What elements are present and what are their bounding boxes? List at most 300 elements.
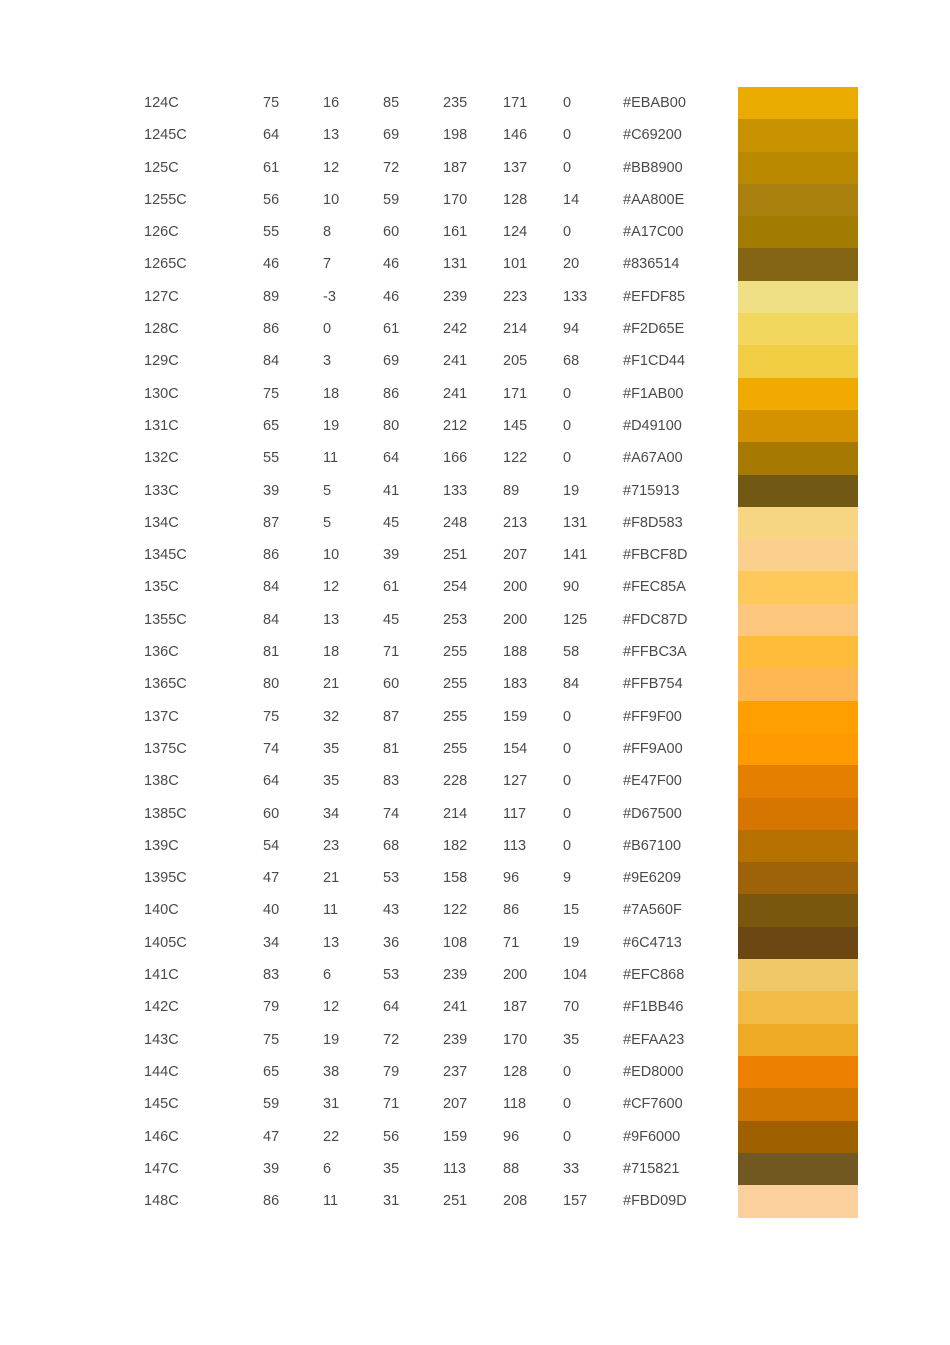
table-row xyxy=(0,733,950,765)
color-table xyxy=(0,87,950,1217)
rgb-g-cell: 223 xyxy=(503,288,528,305)
rgb-r-cell: 237 xyxy=(443,1063,468,1080)
lab-a-cell: 12 xyxy=(323,579,340,596)
hex-value-cell: #FFB754 xyxy=(623,676,683,693)
lab-a-cell: 12 xyxy=(323,999,340,1016)
hex-value-cell: #F1AB00 xyxy=(623,385,684,402)
rgb-g-cell: 71 xyxy=(503,934,520,951)
rgb-r-cell: 253 xyxy=(443,611,468,628)
table-row xyxy=(0,1185,950,1217)
color-code-cell: 132C xyxy=(144,450,179,467)
lab-l-cell: 75 xyxy=(263,708,280,725)
color-swatch xyxy=(738,216,858,249)
rgb-r-cell: 239 xyxy=(443,967,468,984)
lab-l-cell: 40 xyxy=(263,902,280,919)
rgb-b-cell: 133 xyxy=(563,288,588,305)
rgb-r-cell: 122 xyxy=(443,902,468,919)
color-swatch xyxy=(738,733,858,766)
color-swatch xyxy=(738,475,858,508)
rgb-b-cell: 70 xyxy=(563,999,580,1016)
color-swatch xyxy=(738,636,858,669)
lab-a-cell: 21 xyxy=(323,676,340,693)
rgb-b-cell: 141 xyxy=(563,547,588,564)
color-swatch xyxy=(738,927,858,960)
table-row xyxy=(0,668,950,700)
table-row xyxy=(0,1088,950,1120)
lab-l-cell: 86 xyxy=(263,321,280,338)
color-swatch xyxy=(738,345,858,378)
hex-value-cell: #B67100 xyxy=(623,837,682,854)
lab-a-cell: 35 xyxy=(323,740,340,757)
color-swatch xyxy=(738,1153,858,1186)
table-row xyxy=(0,830,950,862)
rgb-g-cell: 188 xyxy=(503,644,528,661)
color-code-cell: 141C xyxy=(144,967,179,984)
rgb-r-cell: 255 xyxy=(443,644,468,661)
rgb-r-cell: 133 xyxy=(443,482,468,499)
lab-b-cell: 59 xyxy=(383,191,400,208)
rgb-g-cell: 128 xyxy=(503,191,528,208)
rgb-r-cell: 242 xyxy=(443,321,468,338)
color-swatch xyxy=(738,119,858,152)
color-code-cell: 139C xyxy=(144,837,179,854)
color-code-cell: 1375C xyxy=(144,740,187,757)
rgb-b-cell: 131 xyxy=(563,514,588,531)
lab-b-cell: 85 xyxy=(383,95,400,111)
table-row xyxy=(0,604,950,636)
lab-b-cell: 74 xyxy=(383,805,400,822)
lab-a-cell: 38 xyxy=(323,1063,340,1080)
rgb-b-cell: 0 xyxy=(563,127,572,144)
rgb-b-cell: 0 xyxy=(563,450,572,467)
lab-l-cell: 55 xyxy=(263,450,280,467)
rgb-g-cell: 96 xyxy=(503,1128,520,1145)
color-code-cell: 124C xyxy=(144,95,179,111)
lab-b-cell: 60 xyxy=(383,224,400,241)
color-swatch xyxy=(738,668,858,701)
rgb-b-cell: 19 xyxy=(563,934,580,951)
table-row xyxy=(0,507,950,539)
lab-b-cell: 56 xyxy=(383,1128,400,1145)
color-code-cell: 1355C xyxy=(144,611,187,628)
lab-l-cell: 65 xyxy=(263,417,280,434)
lab-a-cell: 10 xyxy=(323,547,340,564)
lab-a-cell: -3 xyxy=(323,288,336,305)
rgb-b-cell: 0 xyxy=(563,837,572,854)
color-code-cell: 134C xyxy=(144,514,179,531)
lab-b-cell: 72 xyxy=(383,1031,400,1048)
hex-value-cell: #F2D65E xyxy=(623,321,685,338)
table-row xyxy=(0,378,950,410)
lab-l-cell: 84 xyxy=(263,353,280,370)
rgb-r-cell: 239 xyxy=(443,288,468,305)
color-swatch xyxy=(738,571,858,604)
hex-value-cell: #7A560F xyxy=(623,902,682,919)
color-swatch xyxy=(738,959,858,992)
lab-l-cell: 60 xyxy=(263,805,280,822)
rgb-g-cell: 145 xyxy=(503,417,528,434)
rgb-b-cell: 35 xyxy=(563,1031,580,1048)
lab-b-cell: 64 xyxy=(383,999,400,1016)
lab-b-cell: 83 xyxy=(383,773,400,790)
color-code-cell: 131C xyxy=(144,417,179,434)
color-swatch xyxy=(738,313,858,346)
table-row xyxy=(0,410,950,442)
color-swatch xyxy=(738,862,858,895)
rgb-b-cell: 68 xyxy=(563,353,580,370)
rgb-r-cell: 214 xyxy=(443,805,468,822)
table-row xyxy=(0,636,950,668)
color-swatch xyxy=(738,701,858,734)
rgb-g-cell: 214 xyxy=(503,321,528,338)
lab-a-cell: 5 xyxy=(323,514,332,531)
rgb-b-cell: 15 xyxy=(563,902,580,919)
hex-value-cell: #EFAA23 xyxy=(623,1031,685,1048)
rgb-g-cell: 127 xyxy=(503,773,528,790)
color-swatch xyxy=(738,604,858,637)
lab-a-cell: 32 xyxy=(323,708,340,725)
lab-l-cell: 89 xyxy=(263,288,280,305)
rgb-r-cell: 187 xyxy=(443,159,468,176)
rgb-b-cell: 0 xyxy=(563,224,572,241)
lab-b-cell: 81 xyxy=(383,740,400,757)
table-row xyxy=(0,1024,950,1056)
rgb-r-cell: 251 xyxy=(443,547,468,564)
table-row xyxy=(0,475,950,507)
lab-b-cell: 64 xyxy=(383,450,400,467)
rgb-r-cell: 228 xyxy=(443,773,468,790)
lab-l-cell: 54 xyxy=(263,837,280,854)
rgb-g-cell: 118 xyxy=(503,1096,527,1113)
hex-value-cell: #AA800E xyxy=(623,191,685,208)
rgb-g-cell: 122 xyxy=(503,450,528,467)
color-code-cell: 125C xyxy=(144,159,179,176)
rgb-g-cell: 187 xyxy=(503,999,528,1016)
lab-a-cell: 34 xyxy=(323,805,340,822)
lab-a-cell: 31 xyxy=(323,1096,340,1113)
hex-value-cell: #A67A00 xyxy=(623,450,683,467)
rgb-b-cell: 0 xyxy=(563,805,572,822)
color-swatch xyxy=(738,539,858,572)
rgb-b-cell: 90 xyxy=(563,579,580,596)
lab-l-cell: 34 xyxy=(263,934,280,951)
hex-value-cell: #A17C00 xyxy=(623,224,684,241)
table-row xyxy=(0,539,950,571)
table-row xyxy=(0,798,950,830)
color-swatch xyxy=(738,765,858,798)
hex-value-cell: #D67500 xyxy=(623,805,682,822)
lab-b-cell: 68 xyxy=(383,837,400,854)
rgb-g-cell: 101 xyxy=(503,256,528,273)
color-code-cell: 138C xyxy=(144,773,179,790)
rgb-g-cell: 117 xyxy=(503,805,527,822)
lab-a-cell: 21 xyxy=(323,870,340,887)
rgb-b-cell: 0 xyxy=(563,417,572,434)
lab-b-cell: 46 xyxy=(383,256,400,273)
lab-b-cell: 71 xyxy=(383,1096,400,1113)
lab-a-cell: 0 xyxy=(323,321,332,338)
color-swatch xyxy=(738,281,858,314)
hex-value-cell: #CF7600 xyxy=(623,1096,683,1113)
lab-a-cell: 10 xyxy=(323,191,340,208)
rgb-r-cell: 166 xyxy=(443,450,468,467)
hex-value-cell: #EBAB00 xyxy=(623,95,686,111)
lab-b-cell: 80 xyxy=(383,417,400,434)
rgb-g-cell: 170 xyxy=(503,1031,528,1048)
lab-l-cell: 75 xyxy=(263,385,280,402)
color-swatch xyxy=(738,798,858,831)
hex-value-cell: #FDC87D xyxy=(623,611,688,628)
table-row xyxy=(0,345,950,377)
lab-l-cell: 59 xyxy=(263,1096,280,1113)
rgb-b-cell: 0 xyxy=(563,385,572,402)
lab-b-cell: 53 xyxy=(383,870,400,887)
hex-value-cell: #EFC868 xyxy=(623,967,685,984)
rgb-r-cell: 113 xyxy=(443,1160,467,1177)
rgb-g-cell: 113 xyxy=(503,837,527,854)
table-row xyxy=(0,152,950,184)
color-swatch xyxy=(738,507,858,540)
color-code-cell: 128C xyxy=(144,321,179,338)
lab-a-cell: 6 xyxy=(323,1160,332,1177)
color-code-cell: 133C xyxy=(144,482,179,499)
lab-a-cell: 18 xyxy=(323,644,340,661)
rgb-g-cell: 96 xyxy=(503,870,520,887)
rgb-r-cell: 248 xyxy=(443,514,468,531)
rgb-b-cell: 14 xyxy=(563,191,580,208)
color-swatch xyxy=(738,87,858,120)
color-code-cell: 140C xyxy=(144,902,179,919)
rgb-g-cell: 200 xyxy=(503,579,528,596)
rgb-b-cell: 9 xyxy=(563,870,572,887)
lab-l-cell: 39 xyxy=(263,482,280,499)
rgb-g-cell: 88 xyxy=(503,1160,520,1177)
color-swatch xyxy=(738,1121,858,1154)
rgb-b-cell: 58 xyxy=(563,644,580,661)
lab-l-cell: 79 xyxy=(263,999,280,1016)
rgb-r-cell: 241 xyxy=(443,999,468,1016)
color-code-cell: 1405C xyxy=(144,934,187,951)
lab-a-cell: 13 xyxy=(323,934,340,951)
rgb-b-cell: 0 xyxy=(563,1128,572,1145)
color-swatch xyxy=(738,378,858,411)
rgb-r-cell: 158 xyxy=(443,870,468,887)
table-row xyxy=(0,927,950,959)
lab-b-cell: 72 xyxy=(383,159,400,176)
lab-l-cell: 64 xyxy=(263,127,280,144)
rgb-g-cell: 159 xyxy=(503,708,528,725)
lab-b-cell: 45 xyxy=(383,611,400,628)
color-code-cell: 129C xyxy=(144,353,179,370)
rgb-b-cell: 33 xyxy=(563,1160,580,1177)
lab-a-cell: 11 xyxy=(323,450,339,467)
color-swatch xyxy=(738,410,858,443)
color-code-cell: 127C xyxy=(144,288,179,305)
color-code-cell: 137C xyxy=(144,708,179,725)
lab-l-cell: 39 xyxy=(263,1160,280,1177)
hex-value-cell: #9E6209 xyxy=(623,870,682,887)
lab-l-cell: 86 xyxy=(263,1193,280,1210)
lab-b-cell: 45 xyxy=(383,514,400,531)
rgb-r-cell: 255 xyxy=(443,708,468,725)
color-swatch xyxy=(738,248,858,281)
lab-a-cell: 5 xyxy=(323,482,332,499)
rgb-b-cell: 0 xyxy=(563,708,572,725)
table-row xyxy=(0,87,950,119)
rgb-r-cell: 254 xyxy=(443,579,468,596)
color-code-cell: 148C xyxy=(144,1193,179,1210)
color-code-cell: 1255C xyxy=(144,191,187,208)
color-swatch xyxy=(738,991,858,1024)
table-row xyxy=(0,765,950,797)
rgb-g-cell: 86 xyxy=(503,902,520,919)
rgb-b-cell: 94 xyxy=(563,321,580,338)
color-code-cell: 1365C xyxy=(144,676,187,693)
lab-l-cell: 87 xyxy=(263,514,280,531)
color-code-cell: 1245C xyxy=(144,127,187,144)
color-code-cell: 136C xyxy=(144,644,179,661)
lab-b-cell: 69 xyxy=(383,353,400,370)
hex-value-cell: #ED8000 xyxy=(623,1063,684,1080)
rgb-b-cell: 84 xyxy=(563,676,580,693)
color-code-cell: 135C xyxy=(144,579,179,596)
lab-b-cell: 79 xyxy=(383,1063,400,1080)
lab-l-cell: 84 xyxy=(263,579,280,596)
lab-a-cell: 11 xyxy=(323,1193,339,1210)
hex-value-cell: #FBD09D xyxy=(623,1193,687,1210)
rgb-b-cell: 20 xyxy=(563,256,580,273)
hex-value-cell: #836514 xyxy=(623,256,680,273)
lab-l-cell: 74 xyxy=(263,740,280,757)
lab-a-cell: 8 xyxy=(323,224,332,241)
rgb-b-cell: 0 xyxy=(563,773,572,790)
table-row xyxy=(0,216,950,248)
color-code-cell: 146C xyxy=(144,1128,179,1145)
color-code-cell: 145C xyxy=(144,1096,179,1113)
color-swatch xyxy=(738,1088,858,1121)
lab-l-cell: 86 xyxy=(263,547,280,564)
lab-a-cell: 19 xyxy=(323,1031,340,1048)
rgb-b-cell: 0 xyxy=(563,1063,572,1080)
lab-l-cell: 81 xyxy=(263,644,280,661)
lab-l-cell: 80 xyxy=(263,676,280,693)
lab-b-cell: 87 xyxy=(383,708,400,725)
lab-l-cell: 75 xyxy=(263,95,280,111)
table-row xyxy=(0,184,950,216)
lab-l-cell: 56 xyxy=(263,191,280,208)
color-code-cell: 1395C xyxy=(144,870,187,887)
rgb-r-cell: 251 xyxy=(443,1193,468,1210)
rgb-r-cell: 235 xyxy=(443,95,468,111)
hex-value-cell: #E47F00 xyxy=(623,773,682,790)
color-code-cell: 126C xyxy=(144,224,179,241)
lab-b-cell: 61 xyxy=(383,321,400,338)
hex-value-cell: #715821 xyxy=(623,1160,680,1177)
table-row xyxy=(0,959,950,991)
hex-value-cell: #FFBC3A xyxy=(623,644,687,661)
table-row xyxy=(0,1153,950,1185)
lab-l-cell: 83 xyxy=(263,967,280,984)
table-row xyxy=(0,571,950,603)
rgb-r-cell: 159 xyxy=(443,1128,468,1145)
rgb-b-cell: 0 xyxy=(563,95,572,111)
rgb-g-cell: 207 xyxy=(503,547,528,564)
lab-b-cell: 53 xyxy=(383,967,400,984)
hex-value-cell: #FF9F00 xyxy=(623,708,682,725)
rgb-b-cell: 0 xyxy=(563,740,572,757)
color-swatch xyxy=(738,830,858,863)
lab-a-cell: 23 xyxy=(323,837,340,854)
rgb-g-cell: 171 xyxy=(503,385,528,402)
lab-a-cell: 13 xyxy=(323,127,340,144)
lab-b-cell: 35 xyxy=(383,1160,400,1177)
lab-l-cell: 46 xyxy=(263,256,280,273)
rgb-r-cell: 108 xyxy=(443,934,468,951)
lab-l-cell: 65 xyxy=(263,1063,280,1080)
lab-a-cell: 18 xyxy=(323,385,340,402)
rgb-b-cell: 157 xyxy=(563,1193,588,1210)
hex-value-cell: #9F6000 xyxy=(623,1128,681,1145)
rgb-r-cell: 255 xyxy=(443,740,468,757)
color-swatch xyxy=(738,152,858,185)
rgb-r-cell: 255 xyxy=(443,676,468,693)
hex-value-cell: #FBCF8D xyxy=(623,547,688,564)
rgb-g-cell: 146 xyxy=(503,127,528,144)
color-code-cell: 143C xyxy=(144,1031,179,1048)
lab-b-cell: 60 xyxy=(383,676,400,693)
rgb-r-cell: 241 xyxy=(443,385,468,402)
lab-a-cell: 6 xyxy=(323,967,332,984)
lab-l-cell: 47 xyxy=(263,1128,280,1145)
hex-value-cell: #6C4713 xyxy=(623,934,682,951)
table-row xyxy=(0,1056,950,1088)
lab-l-cell: 55 xyxy=(263,224,280,241)
color-code-cell: 142C xyxy=(144,999,179,1016)
color-swatch xyxy=(738,184,858,217)
rgb-b-cell: 0 xyxy=(563,159,572,176)
lab-l-cell: 75 xyxy=(263,1031,280,1048)
hex-value-cell: #C69200 xyxy=(623,127,682,144)
lab-b-cell: 31 xyxy=(383,1193,400,1210)
rgb-b-cell: 0 xyxy=(563,1096,572,1113)
table-row xyxy=(0,313,950,345)
lab-a-cell: 3 xyxy=(323,353,332,370)
table-row xyxy=(0,248,950,280)
hex-value-cell: #F8D583 xyxy=(623,514,683,531)
color-swatch xyxy=(738,1185,858,1218)
hex-value-cell: #BB8900 xyxy=(623,159,683,176)
lab-b-cell: 61 xyxy=(383,579,400,596)
lab-b-cell: 86 xyxy=(383,385,400,402)
lab-a-cell: 19 xyxy=(323,417,340,434)
rgb-b-cell: 125 xyxy=(563,611,588,628)
rgb-r-cell: 239 xyxy=(443,1031,468,1048)
hex-value-cell: #715913 xyxy=(623,482,680,499)
lab-a-cell: 7 xyxy=(323,256,332,273)
rgb-r-cell: 170 xyxy=(443,191,468,208)
lab-b-cell: 71 xyxy=(383,644,400,661)
rgb-g-cell: 200 xyxy=(503,967,528,984)
rgb-r-cell: 212 xyxy=(443,417,468,434)
lab-b-cell: 46 xyxy=(383,288,400,305)
color-code-cell: 1345C xyxy=(144,547,187,564)
rgb-g-cell: 183 xyxy=(503,676,528,693)
table-row xyxy=(0,894,950,926)
color-swatch xyxy=(738,894,858,927)
lab-a-cell: 22 xyxy=(323,1128,340,1145)
table-row xyxy=(0,701,950,733)
table-row xyxy=(0,862,950,894)
